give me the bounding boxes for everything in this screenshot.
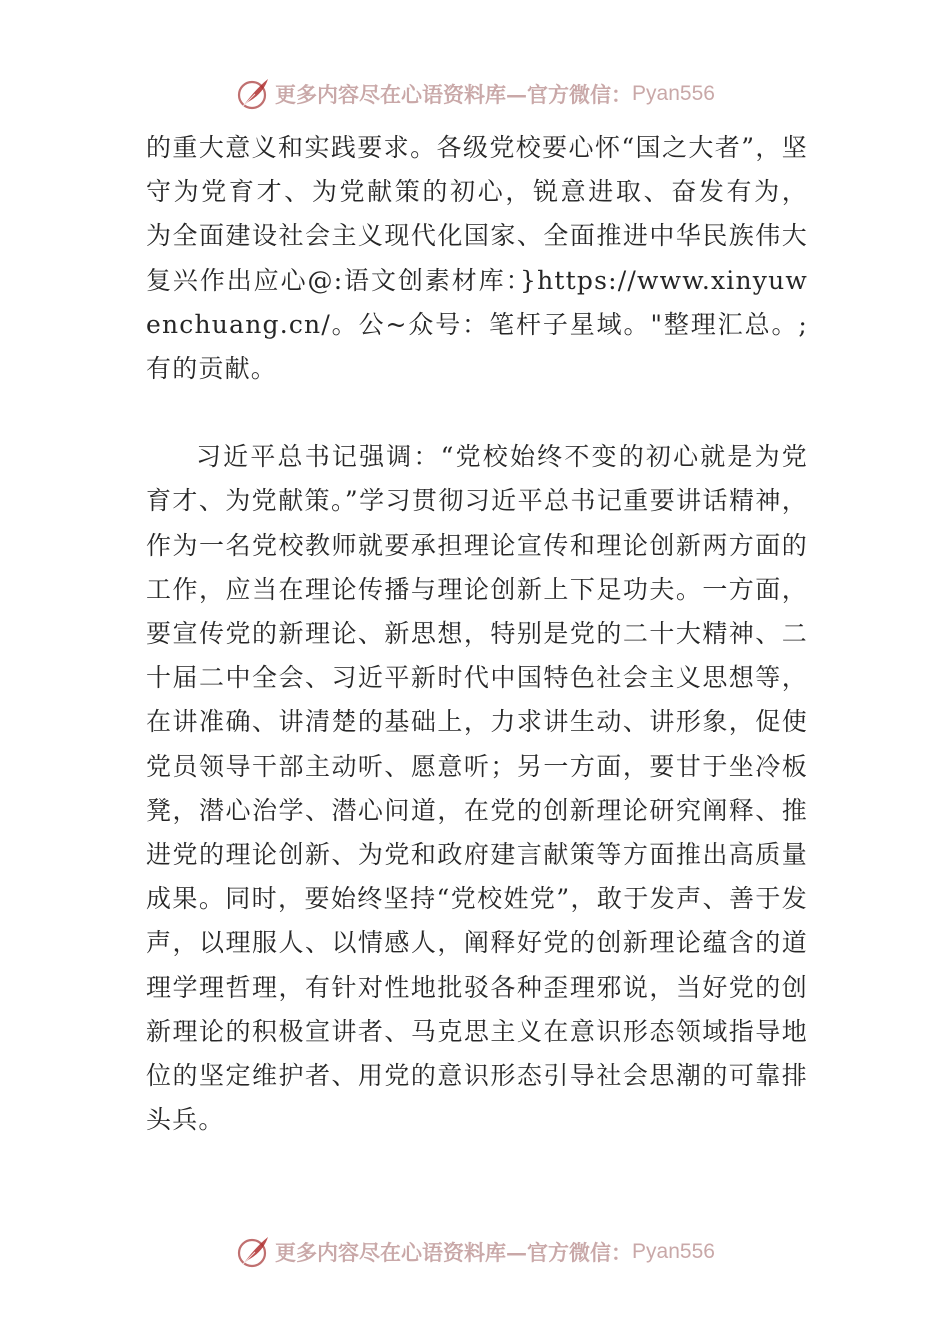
watermark-id: Pyan556 [632,1240,715,1263]
watermark-text: 更多内容尽在心语资料库—官方微信： [275,82,633,107]
paragraph-1: 的重大意义和实践要求。各级党校要心怀“国之大者”，坚守为党育才、为党献策的初心，锐意进取、奋发有为， 为全面建设社会主义现代化国家、全面推进中华民族伟大复兴作出应心@:语文创素材库：}https://www.xinyuwenchuang.cn/。公~众号：笔杆子星域。"整理汇总。;有的贡献。 [146,133,808,384]
watermark-text: 更多内容尽在心语资料库—官方微信： [275,1240,633,1265]
body-text [146,126,808,1142]
watermark-id: Pyan556 [632,82,715,105]
footer-watermark [0,1232,950,1272]
feather-pen-logo-icon [235,76,271,112]
feather-pen-logo-icon [235,1234,271,1270]
paragraph-2: 习近平总书记强调：“党校始终不变的初心就是为党育才、为党献策。”学习贯彻习近平总书记重要讲话精神，作为一名党校教师就要承担理论宣传和理论创新两方面的工作，应当在理论传播与理论创新上下足功夫。一方面，要宣传党的新理论、新思想，特别是党的二十大精神、二十届二中全会、习近平新时代中国特色社会主义思想等，在讲准确、讲清楚的基础上，力求讲生动、讲形象，促使党员领导干部主动听、愿意听；另一方面，要甘于坐冷板凳，潜心治学、潜心问道，在党的创新理论研究阐释、推进党的理论创新、为党和政府建言献策等方面推出高质量成果。同时，要始终坚持“党校姓党”，敢于发声、善于发声，以理服人、以情感人，阐释好党的创新理论蕴含的道理学理哲理，有针对性地批驳各种歪理邪说，当好党的创新理论的积极宣讲者、马克思主义在意识形态领域指导地位的坚定维护者、用党的意识形态引导社会思潮的可靠排头兵。 [146,442,808,1135]
paragraph-gap [146,391,808,435]
header-watermark [0,74,950,114]
